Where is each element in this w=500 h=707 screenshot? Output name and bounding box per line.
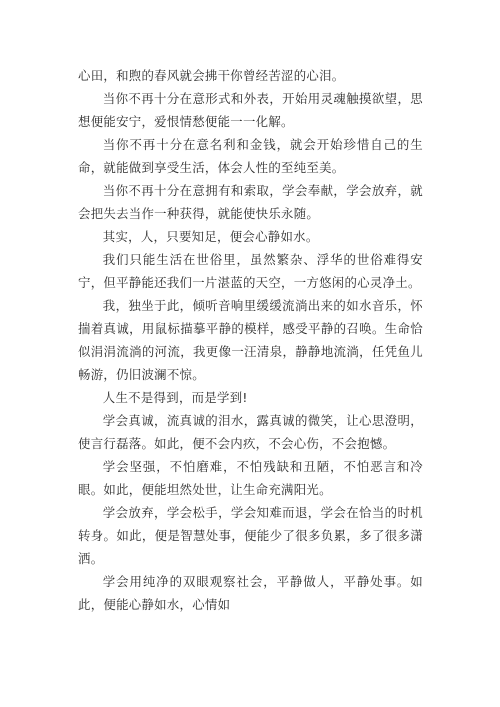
paragraph-sitting-alone: 我，独坐于此，倾听音响里缓缓流淌出来的如水音乐，怀揣着真诚，用鼠标描摹平静的模样，感受平静的召唤。生命恰似涓涓流淌的河流，我更像一汪清泉，静静地流淌，任凭鱼儿畅游，仍旧波澜不惊。 <box>78 298 423 382</box>
paragraph-possession-and-taking: 当你不再十分在意拥有和索取，学会奉献，学会放弃，就会把失去当作一种获得，就能使快乐永随。 <box>78 183 423 221</box>
paragraph-life-is-learning: 人生不是得到，而是学到! <box>102 390 248 405</box>
paragraph-learn-strength: 学会坚强，不怕磨难，不怕残缺和丑陋，不怕恶言和冷眼。如此，便能坦然处世，让生命充满阳光。 <box>78 459 423 497</box>
paragraph-secular-life: 我们只能生活在世俗里，虽然繁杂、浮华的世俗难得安宁，但平静能还我们一片湛蓝的天空，一方悠闲的心灵净土。 <box>78 252 423 290</box>
paragraph-learn-letting-go: 学会放弃，学会松手，学会知难而退，学会在恰当的时机转身。如此，便是智慧处事，便能少了很多负累，多了很多潇洒。 <box>78 505 423 566</box>
paragraph-fame-and-money: 当你不再十分在意名利和金钱，就会开始珍惜自己的生命，就能做到享受生活，体会人性的至纯至美。 <box>78 137 423 175</box>
paragraph-continuation: 心田，和煦的春风就会拂干你曾经苦涩的心泪。 <box>78 68 345 83</box>
paragraph-learn-sincerity: 学会真诚，流真诚的泪水，露真诚的微笑，让心思澄明，使言行磊落。如此，便不会内疚，不会心伤，不会抱憾。 <box>78 413 423 451</box>
document-page <box>78 64 423 616</box>
paragraph-form-and-appearance: 当你不再十分在意形式和外表，开始用灵魂触摸欲望，思想便能安宁，爱恨情愁便能一一化解。 <box>78 91 423 129</box>
paragraph-contentment: 其实，人，只要知足，便会心静如水。 <box>102 229 319 244</box>
paragraph-learn-pure-eyes: 学会用纯净的双眼观察社会，平静做人，平静处事。如此，便能心静如水，心情如 <box>78 574 423 612</box>
